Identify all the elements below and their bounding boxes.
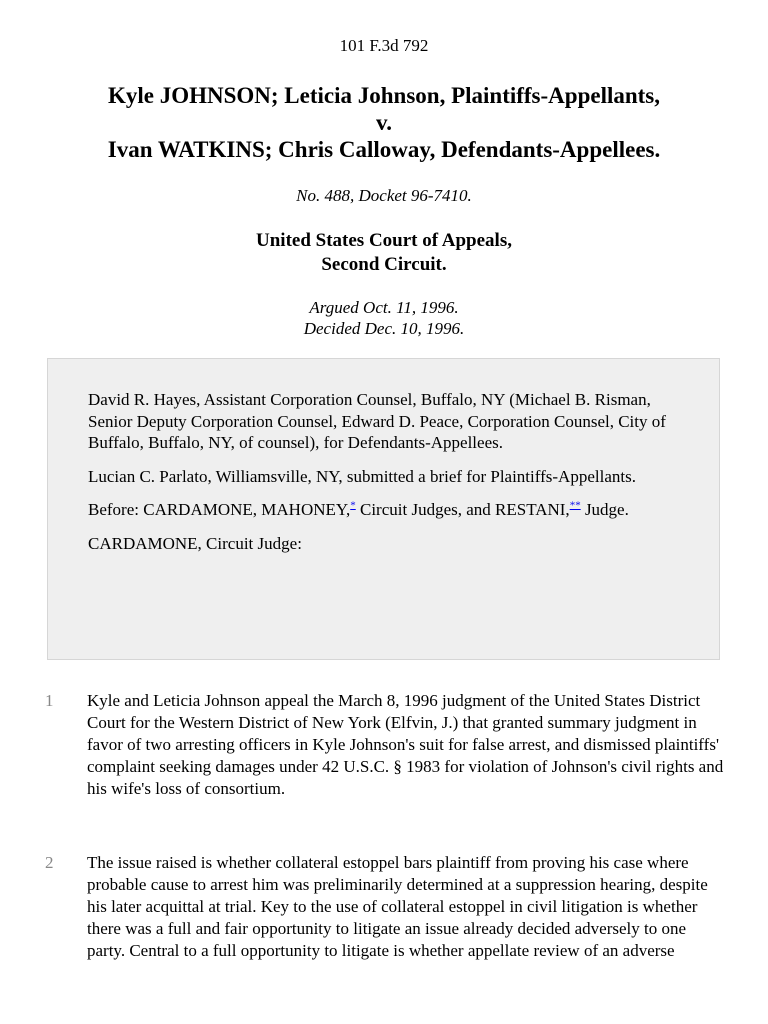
paragraph-number: 2 (45, 853, 54, 872)
appellees-counsel: David R. Hayes, Assistant Corporation Counsel, Buffalo, NY (Michael B. Risman, Senior Deputy Corporation Counsel, Edward D. Peace, Corporation Counsel, City of Buffalo, Buffalo, NY, of counsel), for Defendants-Appellees. (88, 390, 666, 452)
docket-number: No. 488, Docket 96-7410. (296, 186, 472, 205)
footnote-link-2[interactable]: ** (569, 499, 581, 512)
paragraph-text: Kyle and Leticia Johnson appeal the March 8, 1996 judgment of the United States District Court for the Western District of New York (Elfvin, J.) that granted summary judgment in favor of two arresting officers in Kyle Johnson's suit for false arrest, and dismissed plaintiffs' complaint seeking damages under 42 U.S.C. § 1983 for violation of Johnson's civil rights and his wife's loss of consortium. (87, 691, 724, 798)
judges-panel (88, 499, 688, 521)
before-middle: Circuit Judges, and RESTANI, (355, 500, 570, 519)
footnote-link-1[interactable]: * (350, 499, 356, 512)
before-suffix: Judge. (580, 500, 629, 519)
case-parties (0, 82, 768, 163)
court-line-2: Second Circuit. (321, 254, 447, 275)
appellants-line: Kyle JOHNSON; Leticia Johnson, Plaintiffs-Appellants, (107, 83, 661, 108)
court-line-1: United States Court of Appeals, (256, 230, 512, 251)
appellees-line: Ivan WATKINS; Chris Calloway, Defendants-Appellees. (107, 137, 661, 162)
opinion-author: CARDAMONE, Circuit Judge: (88, 533, 302, 553)
argued-date: Argued Oct. 11, 1996. (309, 298, 459, 317)
paragraph-text: The issue raised is whether collateral estoppel bars plaintiff from proving his case where probable cause to arrest him was preliminarily determined at a suppression hearing, despite his later acquittal at trial. Key to the use of collateral estoppel in civil litigation is whether there was a full and fair opportunity to litigate an issue already decided adversely to one party. Central to a full opportunity to litigate is whether appellate review of an adverse (87, 853, 708, 960)
versus-line: v. (376, 110, 392, 135)
appellants-counsel: Lucian C. Parlato, Williamsville, NY, submitted a brief for Plaintiffs-Appellants. (88, 466, 636, 486)
decided-date: Decided Dec. 10, 1996. (303, 319, 465, 338)
court-name (0, 229, 768, 277)
before-prefix: Before: CARDAMONE, MAHONEY, (88, 500, 351, 519)
case-dates (0, 297, 768, 339)
case-citation: 101 F.3d 792 (339, 36, 429, 55)
paragraph-number: 1 (45, 691, 54, 710)
counsel-panel (47, 358, 720, 660)
